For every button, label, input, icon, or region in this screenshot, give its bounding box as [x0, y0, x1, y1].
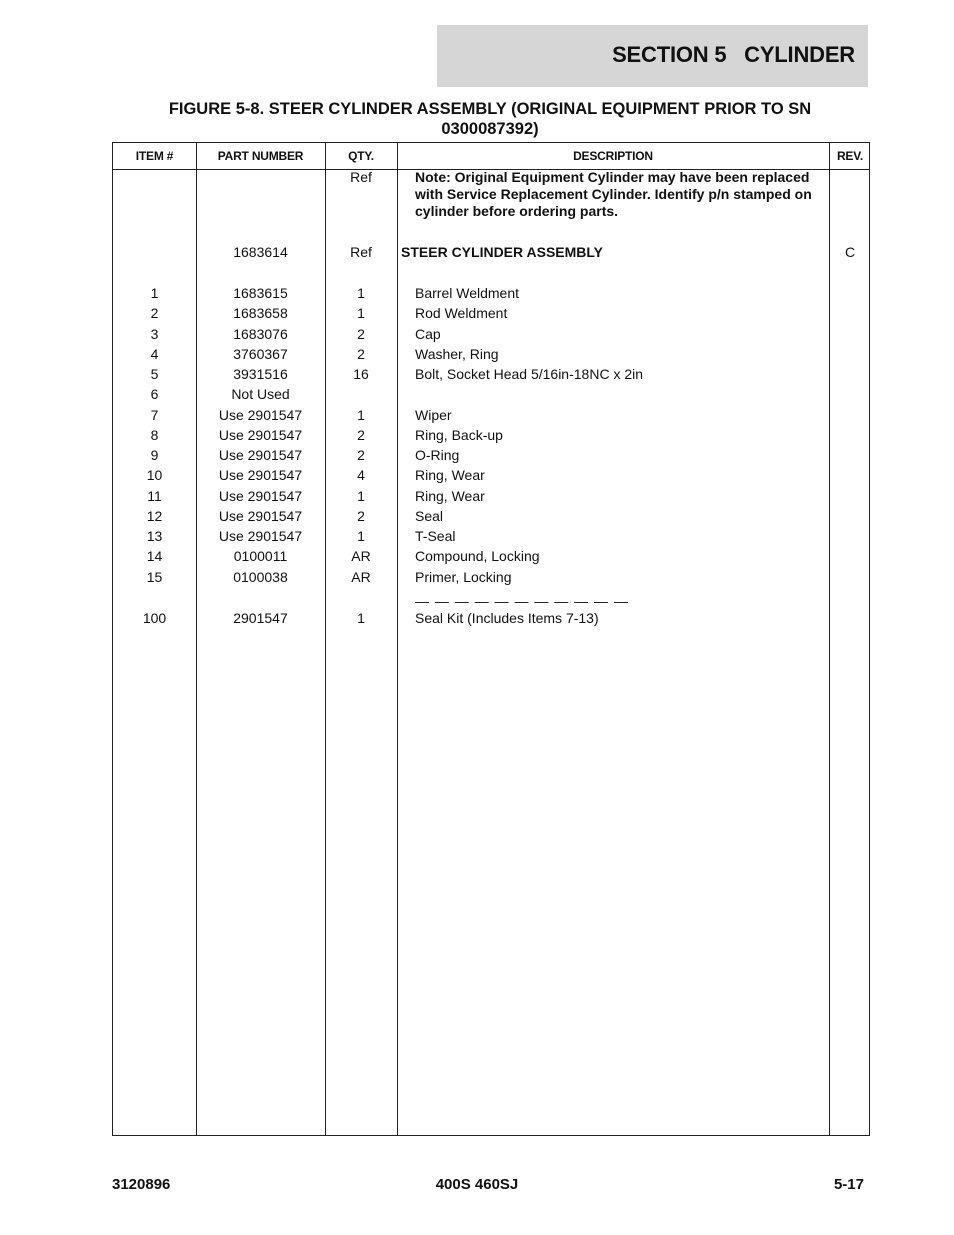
- section-title: SECTION 5 CYLINDER: [612, 42, 855, 67]
- row-qty: 2: [357, 325, 365, 342]
- kit-qty: 1: [357, 610, 365, 626]
- parts-table: [112, 142, 870, 1136]
- kit-part-number: 2901547: [233, 610, 288, 626]
- row-item: 13: [146, 528, 163, 544]
- table-row: [113, 405, 869, 425]
- assembly-qty: Ref: [350, 244, 372, 260]
- row-item: 4: [150, 345, 159, 362]
- row-part-number: 0100011: [233, 548, 288, 565]
- row-qty: AR: [351, 548, 371, 565]
- row-part-number: Use 2901547: [218, 426, 303, 443]
- section-header: [437, 25, 868, 87]
- row-part-number: 3760367: [233, 345, 288, 362]
- header-part-number: PART NUMBER: [217, 149, 304, 163]
- row-item: 7: [150, 406, 159, 423]
- row-part-number: Use 2901547: [218, 507, 303, 524]
- row-item: 2: [150, 305, 159, 322]
- row-qty: AR: [351, 568, 371, 585]
- table-row: [113, 384, 869, 404]
- table-row: [113, 344, 869, 364]
- row-description: T-Seal: [415, 528, 456, 544]
- table-row: [113, 303, 869, 323]
- row-qty: 1: [357, 528, 365, 544]
- ordering-note: Note: Original Equipment Cylinder may have been replaced with Service Replacement Cylinder. Identify p/n stamped on cylinder before ordering parts.: [415, 169, 812, 219]
- row-description: Primer, Locking: [415, 568, 512, 585]
- kit-description: Seal Kit (Includes Items 7-13): [415, 610, 599, 626]
- footer-page-number: 5-17: [833, 1176, 864, 1193]
- row-part-number: Use 2901547: [218, 487, 303, 504]
- figure-title: [110, 99, 870, 139]
- table-row: [113, 324, 869, 344]
- row-qty: 1: [357, 487, 365, 504]
- kit-row: [113, 608, 869, 628]
- header-description: DESCRIPTION: [573, 149, 653, 163]
- row-description: O-Ring: [415, 447, 460, 463]
- row-item: 15: [146, 568, 163, 585]
- row-qty: 16: [353, 366, 369, 382]
- assembly-row: [113, 242, 869, 262]
- footer-model: 400S 460SJ: [435, 1176, 519, 1193]
- assembly-rev: C: [844, 244, 856, 260]
- header-qty: QTY.: [348, 149, 374, 163]
- table-row: [113, 526, 869, 546]
- row-item: 11: [147, 487, 162, 504]
- row-qty: 1: [357, 305, 365, 322]
- table-row: [113, 465, 869, 485]
- row-description: Wiper: [415, 406, 452, 423]
- row-part-number: 1683658: [233, 305, 288, 322]
- row-description: Barrel Weldment: [415, 285, 520, 301]
- header-rev: REV.: [836, 149, 864, 163]
- table-row: [113, 445, 869, 465]
- row-description: Washer, Ring: [415, 345, 499, 362]
- kit-item: 100: [142, 610, 167, 626]
- row-part-number: Use 2901547: [218, 528, 303, 544]
- row-description: Bolt, Socket Head 5/16in-18NC x 2in: [415, 366, 644, 382]
- row-description: Seal: [415, 507, 444, 524]
- row-description: Ring, Wear: [415, 487, 485, 504]
- row-part-number: 0100038: [233, 568, 288, 585]
- row-item: 6: [150, 386, 159, 403]
- row-qty: 2: [357, 447, 365, 463]
- table-row: [113, 567, 869, 587]
- row-item: 3: [150, 325, 159, 342]
- assembly-description: STEER CYLINDER ASSEMBLY: [401, 244, 603, 260]
- footer-manual-number: 3120896: [112, 1176, 171, 1193]
- table-row: [113, 425, 869, 445]
- row-part-number: Use 2901547: [218, 447, 303, 463]
- row-qty: 2: [357, 345, 365, 362]
- row-description: Compound, Locking: [415, 548, 540, 565]
- row-qty: 1: [357, 406, 365, 423]
- table-row: [113, 546, 869, 566]
- row-item: 8: [150, 426, 159, 443]
- row-item: 12: [146, 507, 163, 524]
- separator-line: — — — — — — — — — — —: [415, 593, 629, 609]
- row-part-number: Use 2901547: [218, 406, 303, 423]
- row-qty: 4: [357, 467, 365, 484]
- row-qty: 2: [357, 507, 365, 524]
- row-part-number: 3931516: [233, 366, 288, 382]
- row-qty: 1: [357, 285, 365, 301]
- row-description: Rod Weldment: [415, 305, 508, 322]
- row-qty: 2: [357, 426, 365, 443]
- row-description: Ring, Back-up: [415, 426, 503, 443]
- row-item: 5: [150, 366, 159, 382]
- figure-title-line1: FIGURE 5-8. STEER CYLINDER ASSEMBLY (ORIGINAL EQUIPMENT PRIOR TO SN: [168, 100, 812, 118]
- row-part-number: Use 2901547: [218, 467, 303, 484]
- row-item: 1: [150, 285, 159, 301]
- figure-title-line2: 0300087392): [441, 120, 539, 138]
- row-item: 10: [146, 467, 163, 484]
- row-description: Cap: [415, 325, 441, 342]
- row-item: 9: [150, 447, 159, 463]
- header-item: ITEM #: [135, 149, 174, 163]
- table-row: [113, 506, 869, 526]
- row-description: Ring, Wear: [415, 467, 485, 484]
- note-qty: Ref: [350, 169, 372, 185]
- table-row: [113, 283, 869, 303]
- table-row: [113, 364, 869, 384]
- row-part-number: Not Used: [231, 386, 290, 403]
- row-item: 14: [146, 548, 163, 565]
- assembly-part-number: 1683614: [233, 244, 288, 260]
- row-part-number: 1683076: [233, 325, 288, 342]
- row-part-number: 1683615: [233, 285, 288, 301]
- table-row: [113, 486, 869, 506]
